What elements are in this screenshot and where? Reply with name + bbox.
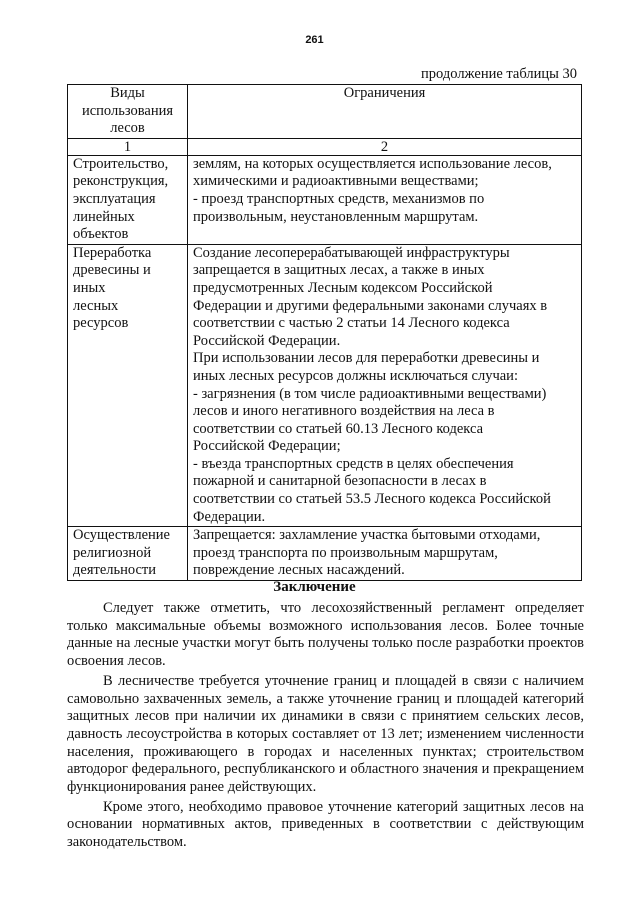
cell-line: повреждение лесных насаждений. — [193, 562, 405, 579]
header-forest-use-types — [68, 85, 188, 139]
cell-line: Переработка — [73, 244, 152, 261]
cell-line: реконструкция, — [73, 173, 169, 190]
conclusion-body — [67, 600, 584, 854]
restrictions-cell — [188, 244, 582, 527]
header-restrictions: Ограничения — [188, 85, 582, 139]
forest-use-restrictions-table — [67, 84, 582, 581]
page-number: 261 — [305, 34, 324, 46]
conclusion-heading: Заключение — [273, 579, 356, 595]
cell-line: деятельности — [73, 562, 157, 579]
conclusion-paragraph: Кроме этого, необходимо правовое уточнение категорий защитных лесов на основании нормативных актов, приведенных в соответствии с действующим законодательством. — [67, 798, 584, 851]
cell-line: запрещается в защитных лесах, а также в иных — [193, 262, 485, 279]
cell-line: Создание лесоперерабатывающей инфраструктуры — [193, 244, 510, 261]
header-line: использования — [81, 102, 174, 119]
forest-use-type-cell — [68, 527, 188, 581]
column-number: 2 — [188, 138, 582, 155]
cell-line: предусмотренных Лесным кодексом Российской — [193, 279, 493, 296]
table-row — [68, 527, 582, 581]
cell-line: религиозной — [73, 544, 152, 561]
cell-line: произвольным, неустановленным маршрутам. — [193, 208, 479, 225]
restrictions-cell — [188, 155, 582, 244]
table-row — [68, 155, 582, 244]
cell-line: - загрязнения (в том числе радиоактивными веществами) — [193, 385, 547, 402]
cell-line: пожарной и санитарной безопасности в лесах в — [193, 473, 487, 490]
cell-line: линейных — [73, 208, 135, 225]
cell-line: Запрещается: захламление участка бытовыми отходами, — [193, 527, 541, 544]
conclusion-paragraph: Следует также отметить, что лесохозяйственный регламент определяет только максимальные объемы возможного использования лесов. Более точные данные на лесные участки могут быть получены только после разработки проектов освоения лесов. — [67, 600, 584, 670]
cell-line: - проезд транспортных средств, механизмов по — [193, 190, 485, 207]
cell-line: химическими и радиоактивными веществами; — [193, 173, 479, 190]
cell-line: Российской Федерации. — [193, 332, 341, 349]
cell-line: объектов — [73, 226, 129, 243]
table-continuation-label: продолжение таблицы 30 — [421, 66, 577, 82]
restrictions-cell — [188, 527, 582, 581]
cell-line: Федерации и другими федеральными законами случаях в — [193, 297, 548, 314]
cell-line: лесных — [73, 297, 119, 314]
cell-line: соответствии с частью 2 статьи 14 Лесного кодекса — [193, 315, 510, 332]
cell-line: Российской Федерации; — [193, 438, 341, 455]
cell-line: древесины и иных — [73, 262, 151, 296]
cell-line: иных лесных ресурсов должны исключаться случаи: — [193, 367, 518, 384]
cell-line: ресурсов — [73, 315, 129, 332]
cell-line: соответствии со статьей 60.13 Лесного кодекса — [193, 420, 484, 437]
cell-line: При использовании лесов для переработки древесины и — [193, 350, 540, 367]
cell-line: Осуществление — [73, 527, 170, 544]
cell-line: проезд транспорта по произвольным маршрутам, — [193, 544, 498, 561]
cell-line: землям, на которых осуществляется использование лесов, — [193, 155, 552, 172]
cell-line: соответствии со статьей 53.5 Лесного кодекса Российской — [193, 491, 551, 508]
forest-use-type-cell — [68, 155, 188, 244]
table-header-row — [68, 85, 582, 139]
table-row — [68, 244, 582, 527]
column-number-row — [68, 138, 582, 155]
cell-line: - въезда транспортных средств в целях обеспечения — [193, 455, 514, 472]
cell-line: Федерации. — [193, 508, 266, 525]
forest-use-type-cell — [68, 244, 188, 527]
cell-line: эксплуатация — [73, 190, 156, 207]
header-line: Виды — [110, 85, 145, 101]
conclusion-paragraph: В лесничестве требуется уточнение границ и площадей в связи с наличием самовольно захваченных земель, а также уточнение границ и площадей категорий защитных лесов при наличии их динамики в связи с принятием сельских лесов, давность лесоустройства в которых составляет от 13 лет; изменением численности населения, проживающего в городах и населенных пунктах; строительством автодорог федерального, республиканского и областного значения и прекращением функционирования ранее действующих. — [67, 672, 584, 796]
cell-line: лесов и иного негативного воздействия на леса в — [193, 403, 495, 420]
column-number: 1 — [68, 138, 188, 155]
cell-line: Строительство, — [73, 155, 169, 172]
header-line: лесов — [110, 120, 145, 137]
